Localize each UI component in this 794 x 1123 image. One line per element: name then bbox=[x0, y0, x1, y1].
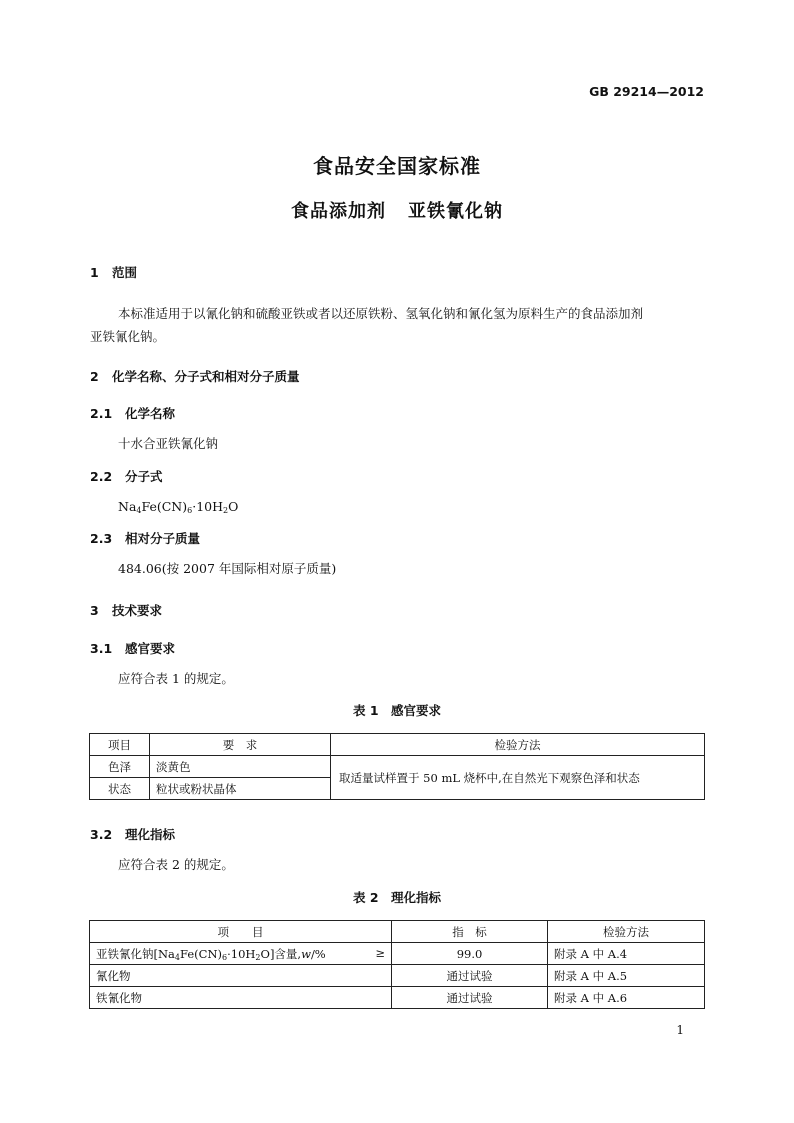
table-header-cell: 检验方法 bbox=[331, 734, 705, 756]
section-number: 1 bbox=[90, 265, 99, 280]
item-name: 亚铁氰化钠$[Na_4Fe(CN)_6\cdot 10H_2O]$含量,w/% bbox=[96, 946, 326, 962]
section-2-1-heading bbox=[90, 404, 175, 422]
table-cell: 通过试验 bbox=[392, 965, 548, 987]
subtitle-left: 食品添加剂 bbox=[291, 201, 386, 222]
table-row bbox=[90, 965, 705, 987]
table-2-physchem bbox=[89, 920, 705, 1009]
comparison-operator: ≥ bbox=[375, 945, 385, 960]
table-1-sensory bbox=[89, 733, 705, 800]
table-header-cell: 项目 bbox=[90, 734, 150, 756]
table-cell: 附录 A 中 A.4 bbox=[548, 943, 705, 965]
chemical-name: 十水合亚铁氰化钠 bbox=[118, 436, 219, 451]
section-number: 3.2 bbox=[90, 827, 113, 842]
table-row bbox=[90, 943, 705, 965]
formula-subscript: 4 bbox=[136, 506, 142, 515]
table-header-cell: 项 目 bbox=[90, 921, 392, 943]
section-title: 感官要求 bbox=[125, 641, 176, 656]
table-1-caption: 表 1 感官要求 bbox=[352, 703, 442, 718]
table-cell: 粒状或粉状晶体 bbox=[150, 778, 331, 800]
section-title: 相对分子质量 bbox=[125, 531, 201, 546]
formula-subscript: 6 bbox=[187, 506, 193, 515]
formula-part: Na bbox=[118, 499, 137, 514]
page-number: 1 bbox=[676, 1023, 684, 1037]
table-cell: 色泽 bbox=[90, 756, 150, 778]
section-1-heading bbox=[90, 263, 137, 281]
molecular-formula bbox=[118, 495, 238, 522]
section-number: 3 bbox=[90, 603, 99, 618]
section-number: 2.1 bbox=[90, 406, 113, 421]
table-header-cell: 要 求 bbox=[150, 734, 331, 756]
section-number: 2.2 bbox=[90, 469, 113, 484]
section-title: 范围 bbox=[112, 265, 138, 280]
section-title: 分子式 bbox=[125, 469, 163, 484]
section-title: 化学名称、分子式和相对分子质量 bbox=[112, 369, 300, 384]
section-2-2-heading bbox=[90, 467, 163, 485]
section-3-1-heading bbox=[90, 639, 175, 657]
section-title: 化学名称 bbox=[125, 406, 176, 421]
table-cell: 淡黄色 bbox=[150, 756, 331, 778]
table-cell-method: 取适量试样置于 50 mL 烧杯中,在自然光下观察色泽和状态 bbox=[331, 756, 705, 800]
table-cell: 附录 A 中 A.5 bbox=[548, 965, 705, 987]
table-header-cell: 检验方法 bbox=[548, 921, 705, 943]
table-cell: 氰化物 bbox=[90, 965, 392, 987]
section-number: 2.3 bbox=[90, 531, 113, 546]
section-3-1-text: 应符合表 1 的规定。 bbox=[118, 671, 234, 686]
table-cell: 99.0 bbox=[392, 943, 548, 965]
table-cell: 状态 bbox=[90, 778, 150, 800]
table-cell: 通过试验 bbox=[392, 987, 548, 1009]
formula-part: O bbox=[228, 499, 239, 514]
table-header-row bbox=[90, 921, 705, 943]
section-title: 技术要求 bbox=[112, 603, 163, 618]
table-2-caption: 表 2 理化指标 bbox=[352, 890, 442, 905]
table-row bbox=[90, 987, 705, 1009]
formula-subscript: 2 bbox=[223, 506, 229, 515]
section-2-3-heading bbox=[90, 529, 200, 547]
table-row bbox=[90, 756, 705, 778]
table-cell: 铁氰化物 bbox=[90, 987, 392, 1009]
table-header-row bbox=[90, 734, 705, 756]
molecular-mass: 484.06(按 2007 年国际相对原子质量) bbox=[118, 561, 337, 576]
standard-code: GB 29214—2012 bbox=[589, 84, 704, 99]
table-cell bbox=[90, 943, 392, 965]
document-subtitle bbox=[0, 197, 794, 223]
section-3-heading bbox=[90, 601, 162, 619]
table-cell: 附录 A 中 A.6 bbox=[548, 987, 705, 1009]
subtitle-right: 亚铁氰化钠 bbox=[408, 201, 503, 222]
section-1-text-line2: 亚铁氰化钠。 bbox=[90, 329, 166, 344]
formula-part: ·10H bbox=[192, 499, 224, 514]
section-2-heading bbox=[90, 367, 300, 385]
document-title: 食品安全国家标准 bbox=[313, 154, 481, 178]
section-1-text-line1: 本标准适用于以氰化钠和硫酸亚铁或者以还原铁粉、氢氧化钠和氰化氢为原料生产的食品添加剂 bbox=[118, 306, 644, 321]
section-3-2-text: 应符合表 2 的规定。 bbox=[118, 857, 234, 872]
formula-part: Fe(CN) bbox=[141, 499, 188, 514]
section-3-2-heading bbox=[90, 825, 175, 843]
section-number: 2 bbox=[90, 369, 99, 384]
section-title: 理化指标 bbox=[125, 827, 176, 842]
table-header-cell: 指 标 bbox=[392, 921, 548, 943]
section-number: 3.1 bbox=[90, 641, 113, 656]
